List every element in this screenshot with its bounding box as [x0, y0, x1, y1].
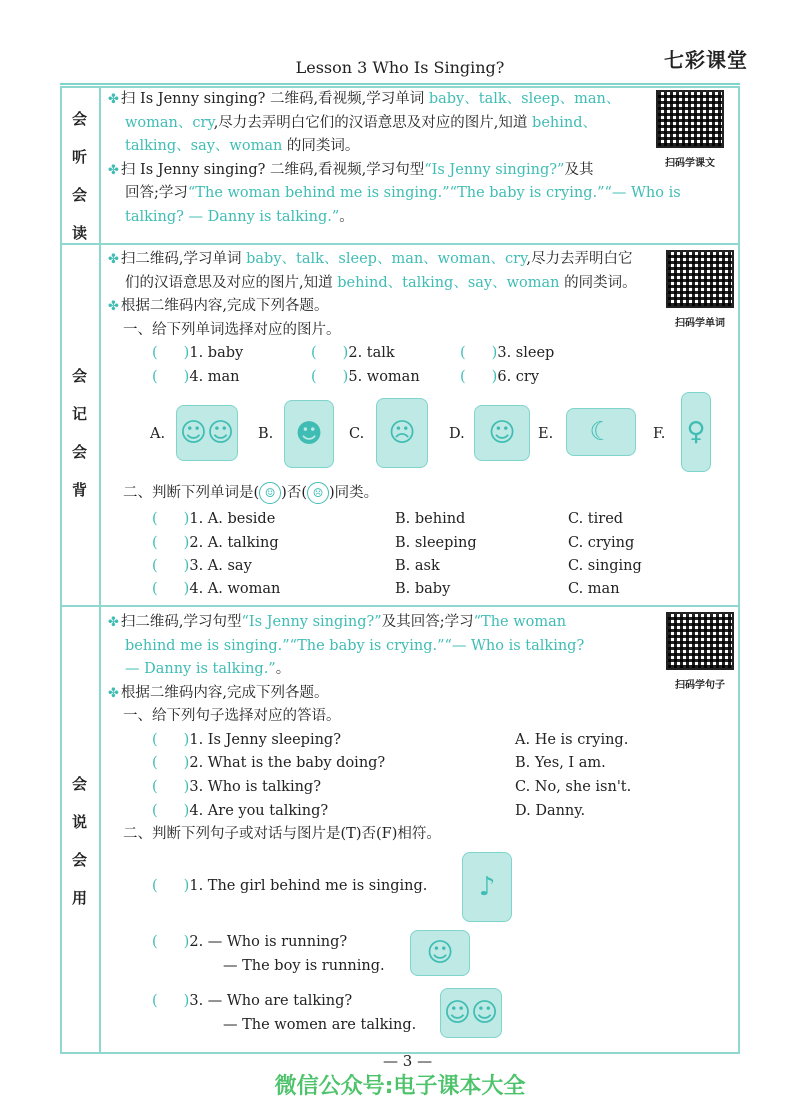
smile-face-icon: ☺ — [259, 482, 281, 504]
picture-sleeping: ☾ — [566, 408, 636, 456]
answer-option: C. No, she isn't. — [515, 779, 632, 795]
clover-icon: ✤ — [108, 92, 119, 107]
picture-girl-singing: ♪ — [462, 852, 512, 922]
qr-code-icon[interactable] — [666, 612, 734, 670]
clover-icon: ✤ — [108, 162, 119, 178]
part2-title: 二、判断下列单词是( ☺ )否( ☹ )同类。 — [123, 482, 378, 506]
page-title: Lesson 3 Who Is Singing? — [295, 58, 505, 77]
judge-option-b: B. ask — [395, 558, 440, 574]
section-label-listen-read: 会 听 会 读 — [71, 110, 87, 242]
qr-caption: 扫码学句子 — [675, 680, 725, 691]
answer-option: B. Yes, I am. — [515, 755, 606, 771]
brand-logo: 七彩课堂 — [664, 48, 748, 72]
word-item[interactable]: ( )6. cry — [460, 369, 540, 385]
tf-item-line2: — The women are talking. — [223, 1017, 417, 1033]
header-rule — [60, 83, 740, 85]
picture-baby: ☺ — [474, 405, 530, 461]
picture-kids-talking: ☺☺ — [440, 988, 502, 1038]
judge-option-b: B. sleeping — [395, 535, 477, 551]
option-letter: F. — [653, 426, 666, 442]
section3-intro: ✤ 扫二维码,学习句型“Is Jenny singing?”及其回答;学习“The woman behind me is singing.”“The baby is crying.”“— Who is talking? — Danny is talking.”。 ✤ 根据二维码内容,完成下列各题。 一、给下列句子选择对应的答语。 — [108, 614, 585, 724]
word-item[interactable]: ( )5. woman — [311, 369, 420, 385]
column-divider — [99, 86, 101, 1054]
frown-face-icon: ☹ — [307, 482, 329, 504]
judge-option-c: C. singing — [568, 558, 642, 574]
answer-option: A. He is crying. — [515, 732, 629, 748]
clover-icon: ✤ — [108, 685, 119, 701]
judge-option-c: C. tired — [568, 511, 624, 527]
row-divider-1 — [60, 243, 740, 245]
question-row[interactable]: ( )2. What is the baby doing? — [152, 755, 386, 771]
option-letter: C. — [349, 426, 365, 442]
option-letter: B. — [258, 426, 274, 442]
question-row[interactable]: ( )1. Is Jenny sleeping? — [152, 732, 341, 748]
picture-crying-child: ☹ — [376, 398, 428, 468]
word-item[interactable]: ( )2. talk — [311, 345, 395, 361]
clover-icon: ✤ — [108, 252, 119, 267]
qr-caption: 扫码学课文 — [665, 158, 715, 169]
option-letter: E. — [538, 426, 554, 442]
section-label-memorize: 会 记 会 背 — [71, 367, 87, 499]
judge-option-c: C. man — [568, 581, 620, 597]
section-label-speak-use: 会 说 会 用 — [71, 775, 87, 907]
tf-item[interactable]: ( )2. — Who is running? — [152, 934, 348, 950]
part2-title: 二、判断下列句子或对话与图片是(T)否(F)相符。 — [123, 826, 441, 842]
judge-option-b: B. baby — [395, 581, 451, 597]
word-item[interactable]: ( )3. sleep — [460, 345, 555, 361]
qr-code-icon[interactable] — [666, 250, 734, 308]
judge-row[interactable]: ( )4. A. woman — [152, 581, 281, 597]
judge-row[interactable]: ( )2. A. talking — [152, 535, 279, 551]
picture-people-talking: ☺☺ — [176, 405, 238, 461]
clover-icon: ✤ — [108, 299, 119, 314]
tf-item-line2: — The boy is running. — [223, 958, 385, 974]
footer-watermark: 微信公众号:电子课本大全 — [274, 1074, 526, 1099]
tf-item[interactable]: ( )1. The girl behind me is singing. — [152, 878, 428, 894]
picture-woman: ♀ — [681, 392, 711, 472]
qr-caption: 扫码学单词 — [675, 318, 725, 329]
picture-man: ☻ — [284, 400, 334, 468]
clover-icon: ✤ — [108, 615, 119, 630]
judge-row[interactable]: ( )1. A. beside — [152, 511, 276, 527]
judge-row[interactable]: ( )3. A. say — [152, 558, 252, 574]
option-letter: D. — [449, 426, 465, 442]
section2-intro: ✤ 扫二维码,学习单词 baby、talk、sleep、man、woman、cry,尽力去弄明白它 们的汉语意思及对应的图片,知道 behind、talking、say、woman 的同类词。 ✤ 根据二维码内容,完成下列各题。 一、给下列单词选择对应的图片。 — [108, 251, 637, 338]
section1-text: ✤ 扫 Is Jenny singing? 二维码,看视频,学习单词 baby、talk、sleep、man、 woman、cry,尽力去弄明白它们的汉语意思及对应的图片,知道 behind、 talking、say、woman 的同类词。 ✤ 扫 Is Jenny singing? 二维码,看视频,学习句型“Is Jenny singing?”及其 回答;学习“The woman behind me is singing.”“The baby is crying.”“— Who is talking? — Danny is talking.”。 — [108, 91, 681, 225]
judge-option-c: C. crying — [568, 535, 635, 551]
answer-option: D. Danny. — [515, 803, 586, 819]
judge-option-b: B. behind — [395, 511, 466, 527]
option-letter: A. — [150, 426, 166, 442]
question-row[interactable]: ( )4. Are you talking? — [152, 803, 329, 819]
tf-item[interactable]: ( )3. — Who are talking? — [152, 993, 353, 1009]
picture-running: ☺ — [410, 930, 470, 976]
question-row[interactable]: ( )3. Who is talking? — [152, 779, 321, 795]
qr-code-icon[interactable] — [656, 90, 724, 148]
word-item[interactable]: ( )1. baby — [152, 345, 244, 361]
row-divider-2 — [60, 605, 740, 607]
word-item[interactable]: ( )4. man — [152, 369, 240, 385]
page-number: — 3 — — [383, 1052, 433, 1070]
